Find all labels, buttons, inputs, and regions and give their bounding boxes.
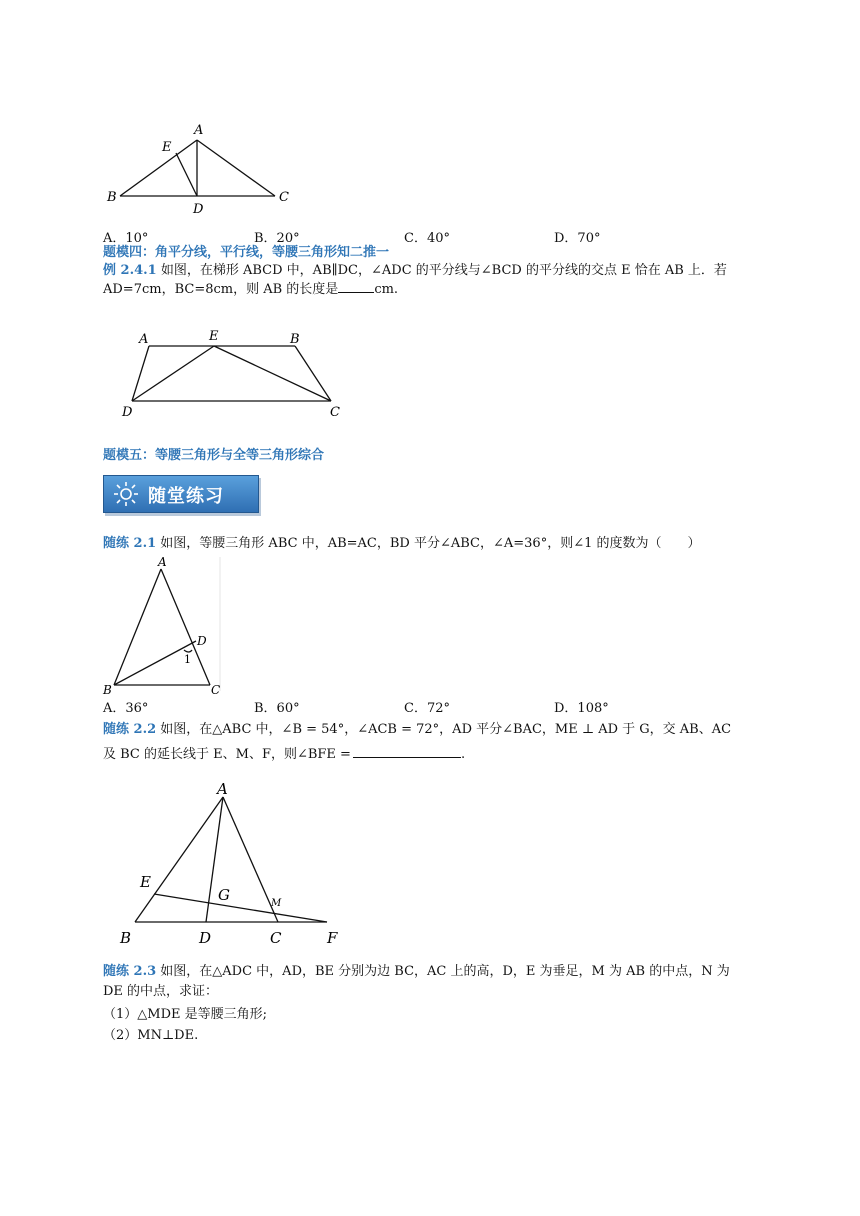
practice-2-3-item1: （1）△MDE 是等腰三角形; [103, 1007, 268, 1022]
example-2-4-1-line1 [103, 262, 727, 280]
practice-2-1-label: 随练 2.1 [103, 536, 157, 551]
practice-2-1-text: 如图，等腰三角形 ABC 中，AB=AC，BD 平分∠ABC，∠A=36°，则∠1 的度数为（ ） [160, 536, 701, 551]
label-c: C [279, 190, 289, 205]
label-a: A [139, 332, 149, 347]
practice-2-2-line1 [103, 721, 731, 739]
example-2-4-1-line2 [103, 280, 398, 299]
practice-2-1-choice-b: B．60° [254, 701, 300, 716]
practice-2-1-line [103, 535, 701, 553]
section-4-title: 题模四：角平分线，平行线，等腰三角形知二推一 [103, 245, 390, 260]
label-d: D [193, 202, 204, 217]
label-m: M [271, 898, 282, 909]
figure-triangle-bisector-ef [113, 777, 363, 949]
choice-d: D．70° [554, 231, 601, 246]
label-e: E [209, 329, 219, 344]
practice-2-1-choice-a: A．36° [103, 701, 149, 716]
practice-2-2-text2: 及 BC 的延长线于 E、M、F，则∠BFE = [103, 747, 351, 762]
label-e: E [140, 873, 151, 891]
example-2-4-1-text1: 如图，在梯形 ABCD 中，AB∥DC，∠ADC 的平分线与∠BCD 的平分线的交点 E 恰在 AB 上．若 [160, 263, 727, 278]
practice-2-1-choice-d: D．108° [554, 701, 609, 716]
practice-2-3-text1: 如图，在△ADC 中，AD，BE 分别为边 BC，AC 上的高，D，E 为垂足，M 为 AB 的中点，N 为 [160, 964, 730, 979]
answer-blank [338, 280, 374, 293]
practice-2-2-line2 [103, 745, 465, 764]
label-c: C [330, 405, 340, 420]
figure-trapezoid-abcd [115, 322, 355, 424]
choice-b: B．20° [254, 231, 300, 246]
example-2-4-1-unit: cm. [374, 282, 399, 297]
figure-isosceles-triangle [100, 553, 230, 698]
practice-2-2-label: 随练 2.2 [103, 722, 157, 737]
practice-2-3-label: 随练 2.3 [103, 964, 157, 979]
label-b: B [120, 929, 132, 947]
practice-2-3-line2: DE 的中点，求证： [103, 984, 219, 999]
label-angle-1: 1 [184, 653, 191, 666]
label-b: B [107, 190, 117, 205]
example-2-4-1-text2: AD=7cm，BC=8cm，则 AB 的长度是 [103, 282, 339, 297]
choice-c: C．40° [404, 231, 450, 246]
answer-blank [353, 745, 461, 758]
label-c: C [270, 929, 282, 947]
label-b: B [290, 332, 300, 347]
figure-triangle-abc-altitude [100, 118, 300, 218]
choice-a: A．10° [103, 231, 149, 246]
label-d: D [199, 929, 212, 947]
label-g: G [218, 886, 230, 904]
practice-2-3-line1 [103, 963, 730, 981]
section-5-title: 题模五：等腰三角形与全等三角形综合 [103, 448, 325, 463]
label-d: D [197, 634, 207, 648]
label-d: D [122, 405, 133, 420]
label-f: F [327, 929, 338, 947]
label-c: C [211, 683, 221, 697]
label-a: A [158, 555, 167, 569]
label-a: A [217, 780, 228, 798]
label-e: E [162, 140, 172, 155]
lightbulb-icon [112, 481, 140, 507]
practice-banner [103, 475, 259, 513]
practice-2-1-choice-c: C．72° [404, 701, 450, 716]
label-b: B [103, 683, 112, 697]
banner-text: 随堂练习 [148, 486, 224, 507]
practice-2-3-item2: （2）MN⊥DE. [103, 1028, 199, 1043]
practice-2-2-text1: 如图，在△ABC 中，∠B = 54°，∠ACB = 72°，AD 平分∠BAC，ME ⊥ AD 于 G，交 AB、AC [160, 722, 732, 737]
example-2-4-1-label: 例 2.4.1 [103, 263, 157, 278]
practice-2-2-period: . [460, 747, 466, 762]
label-a: A [194, 123, 204, 138]
